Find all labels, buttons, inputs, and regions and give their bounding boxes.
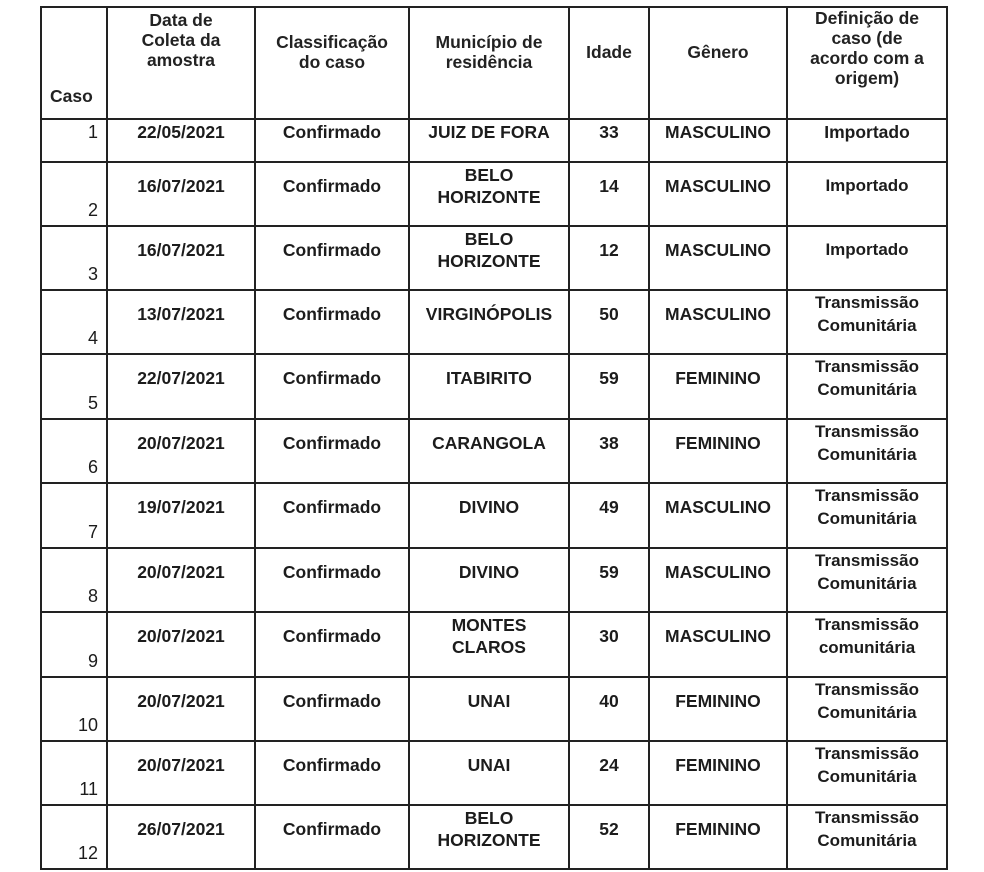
- cell-text: FEMININO: [675, 433, 761, 453]
- table-row: [41, 290, 947, 354]
- table-body: [41, 119, 947, 869]
- cell-text: Comunitária: [817, 703, 917, 722]
- cell-data-coleta: [107, 741, 255, 805]
- header-row: [41, 7, 947, 119]
- cell-text: DIVINO: [458, 562, 520, 582]
- cell-definicao: [787, 805, 947, 869]
- cell-text: comunitária: [818, 638, 916, 657]
- cell-text: 10: [77, 715, 98, 735]
- cell-text: 49: [599, 497, 619, 517]
- cell-text: Comunitária: [817, 831, 917, 850]
- cell-text: 26/07/2021: [137, 819, 225, 839]
- table-row: [41, 119, 947, 162]
- cell-idade: [569, 419, 649, 483]
- cell-caso: [41, 548, 107, 612]
- header-caso: Caso: [41, 7, 107, 119]
- cell-municipio: [409, 612, 569, 677]
- header-idade: Idade: [569, 7, 649, 119]
- cell-text: 33: [599, 122, 619, 142]
- cell-text: Confirmado: [282, 691, 382, 711]
- cell-text: MONTES: [451, 615, 527, 635]
- cell-idade: [569, 290, 649, 354]
- cell-text: FEMININO: [675, 368, 761, 388]
- cell-classificacao: [255, 354, 409, 419]
- cell-text: HORIZONTE: [437, 251, 541, 271]
- cell-data-coleta: [107, 419, 255, 483]
- cell-text: Confirmado: [282, 562, 382, 582]
- cell-text: 9: [87, 651, 98, 671]
- cell-text: 30: [599, 626, 619, 646]
- cell-text: Confirmado: [282, 819, 382, 839]
- cell-text: 20/07/2021: [137, 433, 225, 453]
- cell-municipio: [409, 162, 569, 226]
- cell-text: 24: [599, 755, 619, 775]
- cell-classificacao: [255, 677, 409, 741]
- cell-text: Importado: [825, 176, 909, 195]
- cell-caso: [41, 354, 107, 419]
- cell-definicao: [787, 548, 947, 612]
- cell-text: 3: [87, 264, 98, 284]
- cell-definicao: [787, 354, 947, 419]
- cell-text: 20/07/2021: [137, 626, 225, 646]
- cell-text: ITABIRITO: [446, 368, 532, 388]
- cell-caso: [41, 119, 107, 162]
- cell-definicao: [787, 612, 947, 677]
- cell-municipio: [409, 548, 569, 612]
- cell-classificacao: [255, 162, 409, 226]
- cell-municipio: [409, 226, 569, 290]
- cell-classificacao: [255, 741, 409, 805]
- cell-classificacao: [255, 290, 409, 354]
- cell-text: 20/07/2021: [137, 562, 225, 582]
- table-row: [41, 162, 947, 226]
- cell-text: MASCULINO: [665, 626, 771, 646]
- cell-text: FEMININO: [675, 819, 761, 839]
- table-row: [41, 741, 947, 805]
- cell-idade: [569, 119, 649, 162]
- cell-text: 16/07/2021: [137, 176, 225, 196]
- cell-caso: [41, 226, 107, 290]
- cell-genero: [649, 119, 787, 162]
- cell-text: 19/07/2021: [137, 497, 225, 517]
- table-row: [41, 677, 947, 741]
- cell-text: CARANGOLA: [432, 433, 546, 453]
- cell-municipio: [409, 119, 569, 162]
- cell-data-coleta: [107, 226, 255, 290]
- cell-idade: [569, 741, 649, 805]
- cell-text: 12: [77, 843, 98, 863]
- header-definicao: Definição de caso (de acordo com a origem): [787, 7, 947, 119]
- cell-text: Transmissão: [815, 615, 919, 634]
- cell-text: Transmissão: [815, 551, 919, 570]
- cell-text: Confirmado: [282, 122, 382, 142]
- cell-text: FEMININO: [675, 691, 761, 711]
- cell-classificacao: [255, 419, 409, 483]
- table-row: [41, 354, 947, 419]
- cell-municipio: [409, 483, 569, 548]
- cell-text: MASCULINO: [665, 176, 771, 196]
- cell-data-coleta: [107, 548, 255, 612]
- cell-text: 2: [87, 200, 98, 220]
- table-row: [41, 226, 947, 290]
- cell-text: 16/07/2021: [137, 240, 225, 260]
- cell-text: Confirmado: [282, 176, 382, 196]
- cell-data-coleta: [107, 677, 255, 741]
- cell-genero: [649, 548, 787, 612]
- cell-definicao: [787, 741, 947, 805]
- cell-text: 40: [599, 691, 619, 711]
- cell-definicao: [787, 483, 947, 548]
- cell-text: 6: [87, 457, 98, 477]
- cell-text: Confirmado: [282, 755, 382, 775]
- header-municipio: Município de residência: [409, 7, 569, 119]
- cell-caso: [41, 741, 107, 805]
- table-row: [41, 419, 947, 483]
- cell-classificacao: [255, 805, 409, 869]
- cell-text: UNAI: [467, 691, 511, 711]
- cell-data-coleta: [107, 354, 255, 419]
- table-row: [41, 548, 947, 612]
- cell-text: 1: [87, 122, 98, 142]
- cell-text: Transmissão: [815, 744, 919, 763]
- cell-classificacao: [255, 612, 409, 677]
- cell-genero: [649, 162, 787, 226]
- cell-classificacao: [255, 226, 409, 290]
- cell-text: Transmissão: [815, 422, 919, 441]
- table-row: [41, 805, 947, 869]
- cell-text: CLAROS: [452, 637, 526, 657]
- cell-definicao: [787, 419, 947, 483]
- cell-genero: [649, 290, 787, 354]
- cell-text: Comunitária: [817, 509, 917, 528]
- cell-text: 5: [87, 393, 98, 413]
- cell-text: Confirmado: [282, 304, 382, 324]
- cell-caso: [41, 290, 107, 354]
- cell-text: FEMININO: [675, 755, 761, 775]
- cell-text: MASCULINO: [665, 497, 771, 517]
- cell-text: MASCULINO: [665, 122, 771, 142]
- cell-genero: [649, 419, 787, 483]
- cell-text: Transmissão: [815, 293, 919, 312]
- cell-text: 20/07/2021: [137, 691, 225, 711]
- cell-genero: [649, 677, 787, 741]
- cell-definicao: [787, 677, 947, 741]
- cell-text: Confirmado: [282, 433, 382, 453]
- cell-definicao: [787, 290, 947, 354]
- cell-municipio: [409, 741, 569, 805]
- cell-text: JUIZ DE FORA: [428, 122, 550, 142]
- header-genero: Gênero: [649, 7, 787, 119]
- cell-genero: [649, 612, 787, 677]
- cell-text: 59: [599, 368, 619, 388]
- cell-definicao: [787, 226, 947, 290]
- cell-idade: [569, 354, 649, 419]
- cell-idade: [569, 162, 649, 226]
- cell-idade: [569, 612, 649, 677]
- cell-idade: [569, 483, 649, 548]
- cell-data-coleta: [107, 162, 255, 226]
- cell-text: BELO: [464, 165, 514, 185]
- cell-data-coleta: [107, 483, 255, 548]
- cell-municipio: [409, 677, 569, 741]
- cell-municipio: [409, 419, 569, 483]
- cell-text: Comunitária: [817, 574, 917, 593]
- cell-text: 50: [599, 304, 619, 324]
- cell-text: Transmissão: [815, 486, 919, 505]
- cell-caso: [41, 612, 107, 677]
- cell-definicao: [787, 119, 947, 162]
- cell-caso: [41, 805, 107, 869]
- cell-text: Importado: [824, 122, 910, 142]
- cell-genero: [649, 483, 787, 548]
- cell-text: 4: [87, 328, 98, 348]
- cell-genero: [649, 805, 787, 869]
- cell-text: 52: [599, 819, 619, 839]
- cell-classificacao: [255, 548, 409, 612]
- cell-text: 7: [87, 522, 98, 542]
- cases-table: [40, 6, 948, 870]
- cell-text: BELO: [464, 229, 514, 249]
- cell-text: 13/07/2021: [137, 304, 225, 324]
- cell-text: 14: [599, 176, 619, 196]
- cell-text: VIRGINÓPOLIS: [425, 304, 553, 324]
- cell-text: 22/05/2021: [137, 122, 225, 142]
- cell-text: Comunitária: [817, 767, 917, 786]
- cell-text: Comunitária: [817, 445, 917, 464]
- cell-genero: [649, 354, 787, 419]
- cell-text: Confirmado: [282, 368, 382, 388]
- header-data-coleta: Data de Coleta da amostra: [107, 7, 255, 119]
- cell-text: HORIZONTE: [437, 187, 541, 207]
- header-classificacao: Classificação do caso: [255, 7, 409, 119]
- cell-data-coleta: [107, 805, 255, 869]
- cell-text: Transmissão: [815, 357, 919, 376]
- cell-text: MASCULINO: [665, 304, 771, 324]
- cell-idade: [569, 226, 649, 290]
- cell-text: Confirmado: [282, 497, 382, 517]
- cell-data-coleta: [107, 290, 255, 354]
- cell-text: BELO: [464, 808, 514, 828]
- table-row: [41, 483, 947, 548]
- cell-text: DIVINO: [458, 497, 520, 517]
- cell-caso: [41, 162, 107, 226]
- cell-data-coleta: [107, 119, 255, 162]
- cell-text: 12: [599, 240, 619, 260]
- cell-text: 22/07/2021: [137, 368, 225, 388]
- cell-text: 38: [599, 433, 619, 453]
- cell-caso: [41, 419, 107, 483]
- cell-text: Comunitária: [817, 380, 917, 399]
- table-row: [41, 612, 947, 677]
- cell-definicao: [787, 162, 947, 226]
- cell-text: MASCULINO: [665, 240, 771, 260]
- cell-classificacao: [255, 119, 409, 162]
- cell-genero: [649, 741, 787, 805]
- cell-classificacao: [255, 483, 409, 548]
- cell-text: Comunitária: [817, 316, 917, 335]
- cell-municipio: [409, 354, 569, 419]
- cell-text: Transmissão: [815, 680, 919, 699]
- cell-caso: [41, 677, 107, 741]
- cell-text: 20/07/2021: [137, 755, 225, 775]
- cell-municipio: [409, 290, 569, 354]
- cell-idade: [569, 548, 649, 612]
- cell-municipio: [409, 805, 569, 869]
- cell-text: Transmissão: [815, 808, 919, 827]
- cell-text: HORIZONTE: [437, 830, 541, 850]
- cell-text: MASCULINO: [665, 562, 771, 582]
- cell-caso: [41, 483, 107, 548]
- cell-text: Confirmado: [282, 626, 382, 646]
- cell-text: UNAI: [467, 755, 511, 775]
- cell-idade: [569, 677, 649, 741]
- cell-text: 59: [599, 562, 619, 582]
- cell-text: Importado: [825, 240, 909, 259]
- cell-text: 8: [87, 586, 98, 606]
- cell-text: 11: [79, 779, 98, 799]
- cell-text: Confirmado: [282, 240, 382, 260]
- cell-idade: [569, 805, 649, 869]
- cell-data-coleta: [107, 612, 255, 677]
- cell-genero: [649, 226, 787, 290]
